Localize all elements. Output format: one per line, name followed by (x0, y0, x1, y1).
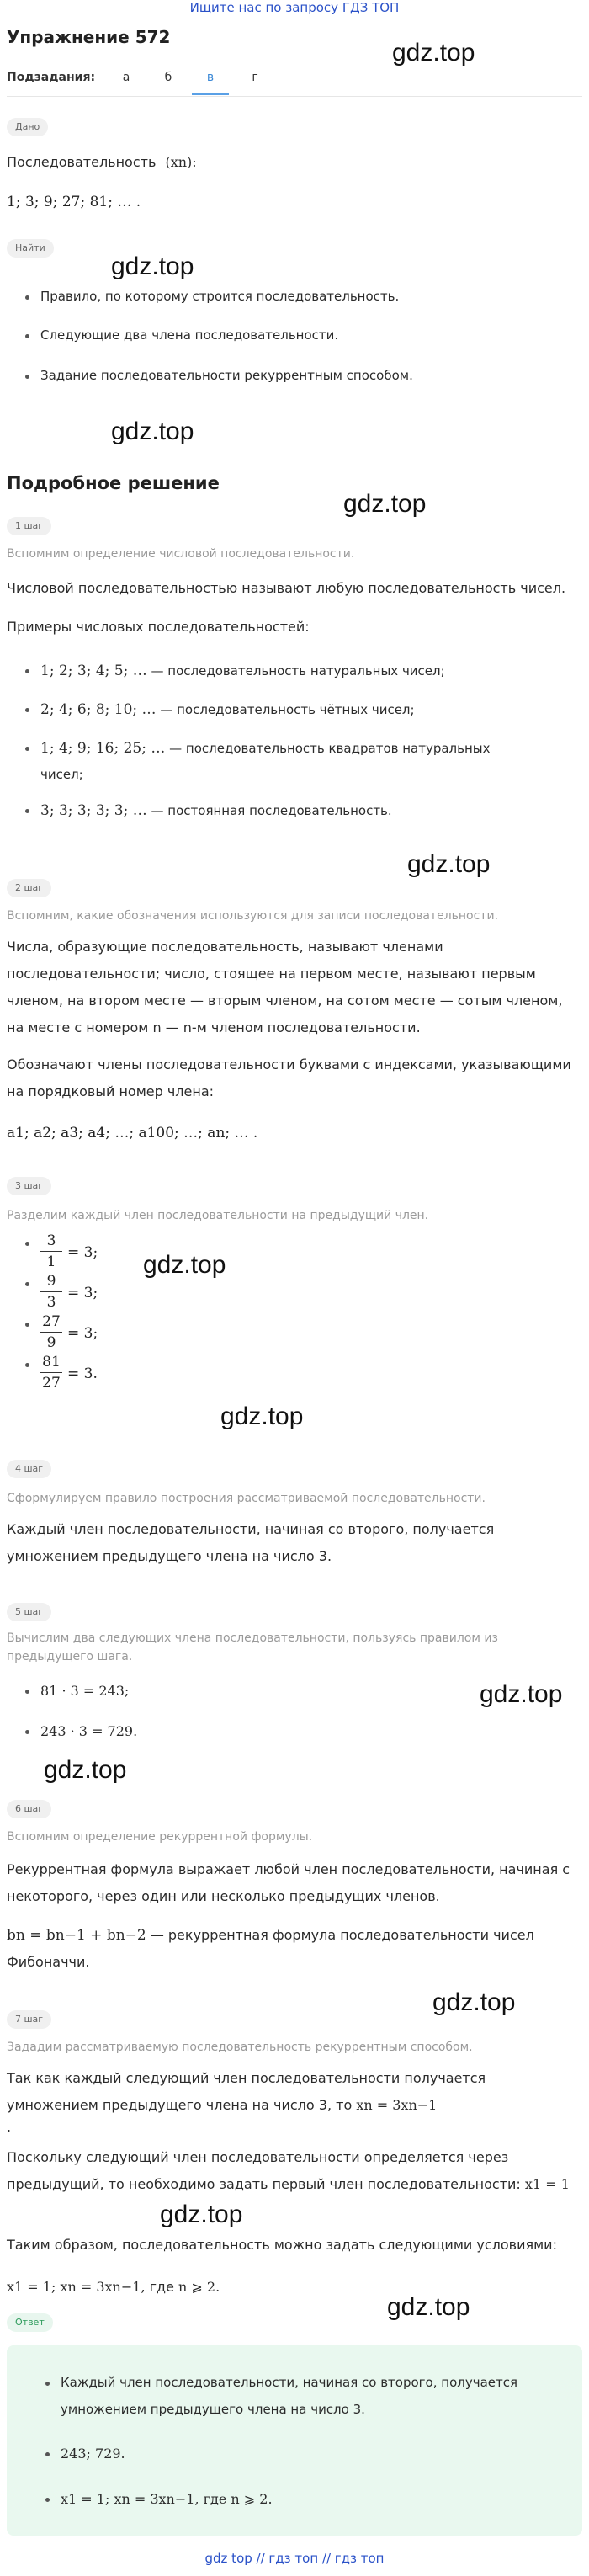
step-caption: Сформулируем правило построения рассматриваемой последовательности. (7, 1492, 486, 1505)
step-caption: Разделим каждый член последовательности на предыдущий член. (7, 1209, 429, 1222)
fraction-result: = 3; (67, 1244, 98, 1261)
example-math: 1; 2; 3; 4; 5; … (40, 663, 147, 679)
step-paragraph: умножением предыдущего члена на число 3. (7, 1548, 332, 1564)
solution-heading: Подробное решение (7, 473, 220, 493)
step-paragraph (7, 2174, 570, 2195)
watermark: gdz.top (343, 490, 427, 518)
example-item (40, 737, 491, 760)
denominator: 3 (46, 1294, 56, 1311)
given-sequence-label: Последовательность (7, 154, 157, 170)
step-paragraph: Каждый член последовательности, начиная со второго, получается (7, 1521, 495, 1537)
step-badge: 5 шаг (7, 1603, 51, 1621)
final-text: где (149, 2279, 174, 2295)
answer-badge: Ответ (7, 2313, 53, 2332)
example-item (40, 800, 392, 822)
step-caption: Вспомним определение рекуррентной формулы. (7, 1830, 313, 1844)
final-cond: n ⩾ 2. (178, 2279, 220, 2295)
step-paragraph: Рекуррентная формула выражает любой член последовательности, начиная с (7, 1861, 570, 1877)
watermark: gdz.top (387, 2293, 470, 2321)
watermark: gdz.top (160, 2201, 243, 2228)
answer-item: 243; 729. (61, 2443, 125, 2465)
step-paragraph: Поскольку следующий член последовательности определяется через (7, 2149, 509, 2165)
watermark: gdz.top (432, 1988, 516, 2016)
fraction-result: = 3; (67, 1325, 98, 1342)
divider (7, 96, 582, 97)
step-paragraph: членом, на втором месте — вторым членом, на сотом месте — сотым членом, (7, 993, 563, 1009)
tab-b[interactable]: б (164, 71, 172, 84)
footer-links[interactable]: gdz top // гдз топ // гдз топ (204, 2551, 385, 2566)
given-badge: Дано (7, 118, 48, 136)
step-caption: Вычислим два следующих члена последовательности, пользуясь правилом из (7, 1631, 498, 1645)
example-text-cont: чисел; (40, 767, 83, 782)
step-caption-cont: предыдущего шага. (7, 1650, 133, 1663)
step-text: предыдущий, то необходимо задать первый член последовательности: (7, 2176, 521, 2192)
fraction (40, 1273, 62, 1311)
step-paragraph: Примеры числовых последовательностей: (7, 619, 310, 635)
formula-text-cont: Фибоначчи. (7, 1954, 90, 1970)
numerator: 3 (46, 1232, 56, 1249)
step-caption: Вспомним определение числовой последовательности. (7, 547, 355, 561)
numerator: 81 (42, 1354, 61, 1370)
example-math: 3; 3; 3; 3; 3; … (40, 802, 147, 819)
final-conditions (7, 2276, 220, 2298)
fraction-bar (40, 1251, 62, 1252)
denominator: 9 (46, 1334, 56, 1351)
step-paragraph: некоторого, через один или несколько предыдущих членов. (7, 1888, 440, 1904)
step-paragraph: Числа, образующие последовательность, называют членами (7, 939, 443, 955)
given-sequence-symbol: (xn): (165, 154, 197, 170)
step-paragraph: Числовой последовательностью называют любую последовательность чисел. (7, 580, 566, 596)
fraction (40, 1232, 62, 1270)
example-math: 1; 4; 9; 16; 25; … (40, 740, 166, 757)
watermark: gdz.top (220, 1402, 304, 1430)
answer-item: x1 = 1; xn = 3xn−1, где n ⩾ 2. (61, 2488, 273, 2510)
example-item (40, 699, 415, 721)
fraction (40, 1313, 62, 1351)
step-paragraph: Обозначают члены последовательности буквами с индексами, указывающими (7, 1056, 571, 1072)
find-badge: Найти (7, 239, 54, 258)
watermark: gdz.top (407, 850, 491, 878)
answer-item-cont: умножением предыдущего члена на число 3. (61, 2402, 365, 2417)
step-paragraph: Таким образом, последовательность можно задать следующими условиями: (7, 2237, 557, 2253)
watermark: gdz.top (111, 418, 194, 445)
first-term-math: x1 = 1 (524, 2176, 570, 2192)
fraction-bar (40, 1332, 62, 1333)
recurrence-math: xn = 3xn−1 (356, 2097, 438, 2113)
step-text: умножением предыдущего члена на число 3, то (7, 2097, 353, 2113)
answer-item: Каждый член последовательности, начиная со второго, получается (61, 2372, 517, 2392)
given-sequence-values: 1; 3; 9; 27; 81; … . (7, 194, 141, 210)
step-badge: 7 шаг (7, 2010, 51, 2029)
example-item (40, 660, 445, 683)
fibonacci-formula: bn = bn−1 + bn−2 (7, 1927, 146, 1944)
calc-item: 81 · 3 = 243; (40, 1680, 129, 1702)
step-badge: 3 шаг (7, 1177, 51, 1195)
formula-line (7, 1924, 534, 1947)
step-caption: Зададим рассматриваемую последовательность рекуррентным способом. (7, 2041, 473, 2054)
step-paragraph: на порядковый номер члена: (7, 1083, 215, 1099)
denominator: 27 (42, 1375, 61, 1392)
fraction-bar (40, 1291, 62, 1292)
step-badge: 1 шаг (7, 517, 51, 535)
step-badge: 4 шаг (7, 1460, 51, 1478)
example-text: — последовательность квадратов натуральных (169, 741, 491, 756)
fraction-result: = 3. (67, 1365, 98, 1382)
active-tab-indicator (192, 93, 229, 95)
watermark: gdz.top (143, 1251, 226, 1279)
step-badge: 6 шаг (7, 1800, 51, 1818)
step-paragraph: на месте с номером n — n-м членом последовательности. (7, 1019, 421, 1035)
numerator: 27 (42, 1313, 61, 1330)
fraction-bar (40, 1372, 62, 1373)
numerator: 9 (46, 1273, 56, 1290)
step-caption: Вспомним, какие обозначения используются для записи последовательности. (7, 909, 499, 923)
final-math: x1 = 1; xn = 3xn−1, (7, 2279, 146, 2295)
example-text: — последовательность чётных чисел; (160, 702, 415, 717)
tab-g[interactable]: г (252, 71, 258, 84)
watermark: gdz.top (111, 253, 194, 280)
search-hint: Ищите нас по запросу ГДЗ ТОП (189, 0, 400, 15)
tab-v[interactable]: в (206, 71, 215, 84)
notation: a1; a2; a3; a4; …; a100; …; an; … . (7, 1125, 258, 1142)
step-paragraph: последовательности; число, стоящее на первом месте, называют первым (7, 966, 536, 982)
step-paragraph (7, 2094, 437, 2116)
watermark: gdz.top (392, 39, 475, 67)
tab-a[interactable]: а (122, 71, 130, 84)
example-text: — постоянная последовательность. (151, 803, 392, 818)
find-item: Следующие два члена последовательности. (40, 325, 338, 345)
step-badge: 2 шаг (7, 879, 51, 897)
subtasks-label: Подзадания: (7, 71, 96, 84)
step-paragraph: Так как каждый следующий член последовательности получается (7, 2070, 486, 2086)
example-text: — последовательность натуральных чисел; (151, 663, 445, 679)
given-text (7, 152, 197, 173)
page-title: Упражнение 572 (7, 27, 171, 47)
step-text: . (7, 2119, 12, 2135)
fraction-result: = 3; (67, 1285, 98, 1301)
fraction (40, 1354, 62, 1392)
example-math: 2; 4; 6; 8; 10; … (40, 701, 157, 718)
watermark: gdz.top (480, 1680, 563, 1708)
find-item: Правило, по которому строится последовательность. (40, 286, 399, 306)
watermark: gdz.top (44, 1756, 127, 1784)
calc-item: 243 · 3 = 729. (40, 1721, 137, 1743)
find-item: Задание последовательности рекуррентным способом. (40, 365, 413, 386)
formula-text: — рекуррентная формула последовательности чисел (150, 1927, 534, 1943)
denominator: 1 (46, 1253, 56, 1270)
